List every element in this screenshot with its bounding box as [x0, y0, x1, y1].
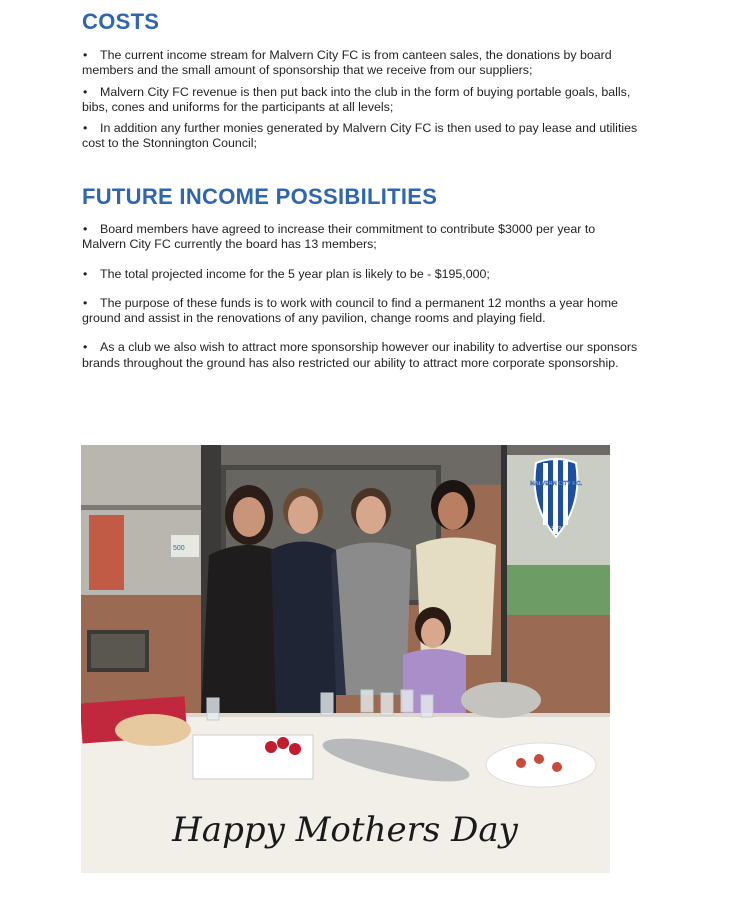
cheese-platter — [193, 735, 313, 779]
bullet: • — [83, 121, 88, 136]
bullet: • — [83, 340, 88, 355]
list-item — [82, 48, 642, 79]
list-item — [82, 222, 642, 253]
sign-text: 500 — [173, 545, 185, 552]
future-income-list — [82, 222, 642, 385]
bread-basket — [115, 714, 191, 746]
bullet: • — [83, 295, 88, 310]
bullet: • — [83, 84, 88, 99]
future-income-heading: FUTURE INCOME POSSIBILITIES — [82, 184, 438, 209]
bullet: • — [83, 48, 88, 62]
bullet: • — [83, 222, 88, 236]
mothers-day-photo — [81, 445, 610, 873]
list-item-text: The total projected income for the 5 year plan is likely to be - $195,000; — [100, 266, 490, 281]
canape-plate — [486, 743, 596, 787]
list-item-text: The purpose of these funds is to work with council to find a permanent 12 months a year home ground and assist in the renovations of any pavilion, change rooms and playing field. — [82, 295, 618, 326]
bullet: • — [83, 266, 88, 281]
list-item — [82, 340, 642, 371]
list-item — [82, 85, 642, 116]
list-item — [82, 121, 642, 152]
list-item-text: As a club we also wish to attract more sponsorship however our inability to advertise our sponsors brands throughout the ground has also restricted our ability to attract more corporate sponsorship. — [82, 340, 638, 370]
club-logo-text: MALVERN CITY F.C. — [529, 481, 583, 487]
list-item — [82, 267, 642, 282]
list-item-text: Malvern City FC revenue is then put back into the club in the form of buying portable goals, balls, bibs, cones and uniforms for the participants at all levels; — [82, 84, 631, 114]
list-item-text: In addition any further monies generated by Malvern City FC is then used to pay lease and utilities cost to the Stonnington Council; — [82, 121, 638, 151]
costs-list — [82, 48, 642, 158]
club-logo-year: 1970 — [550, 525, 562, 530]
costs-heading: COSTS — [82, 9, 160, 34]
list-item-text: The current income stream for Malvern City FC is from canteen sales, the donations by board members and the small amount of sponsorship that we receive from our suppliers; — [82, 48, 612, 78]
mothers-day-caption: Happy Mothers Day — [172, 810, 518, 850]
ice-bucket — [461, 682, 541, 718]
list-item — [82, 296, 642, 327]
list-item-text: Board members have agreed to increase their commitment to contribute $3000 per year to Malvern City FC currently the board has 13 members; — [82, 222, 596, 252]
